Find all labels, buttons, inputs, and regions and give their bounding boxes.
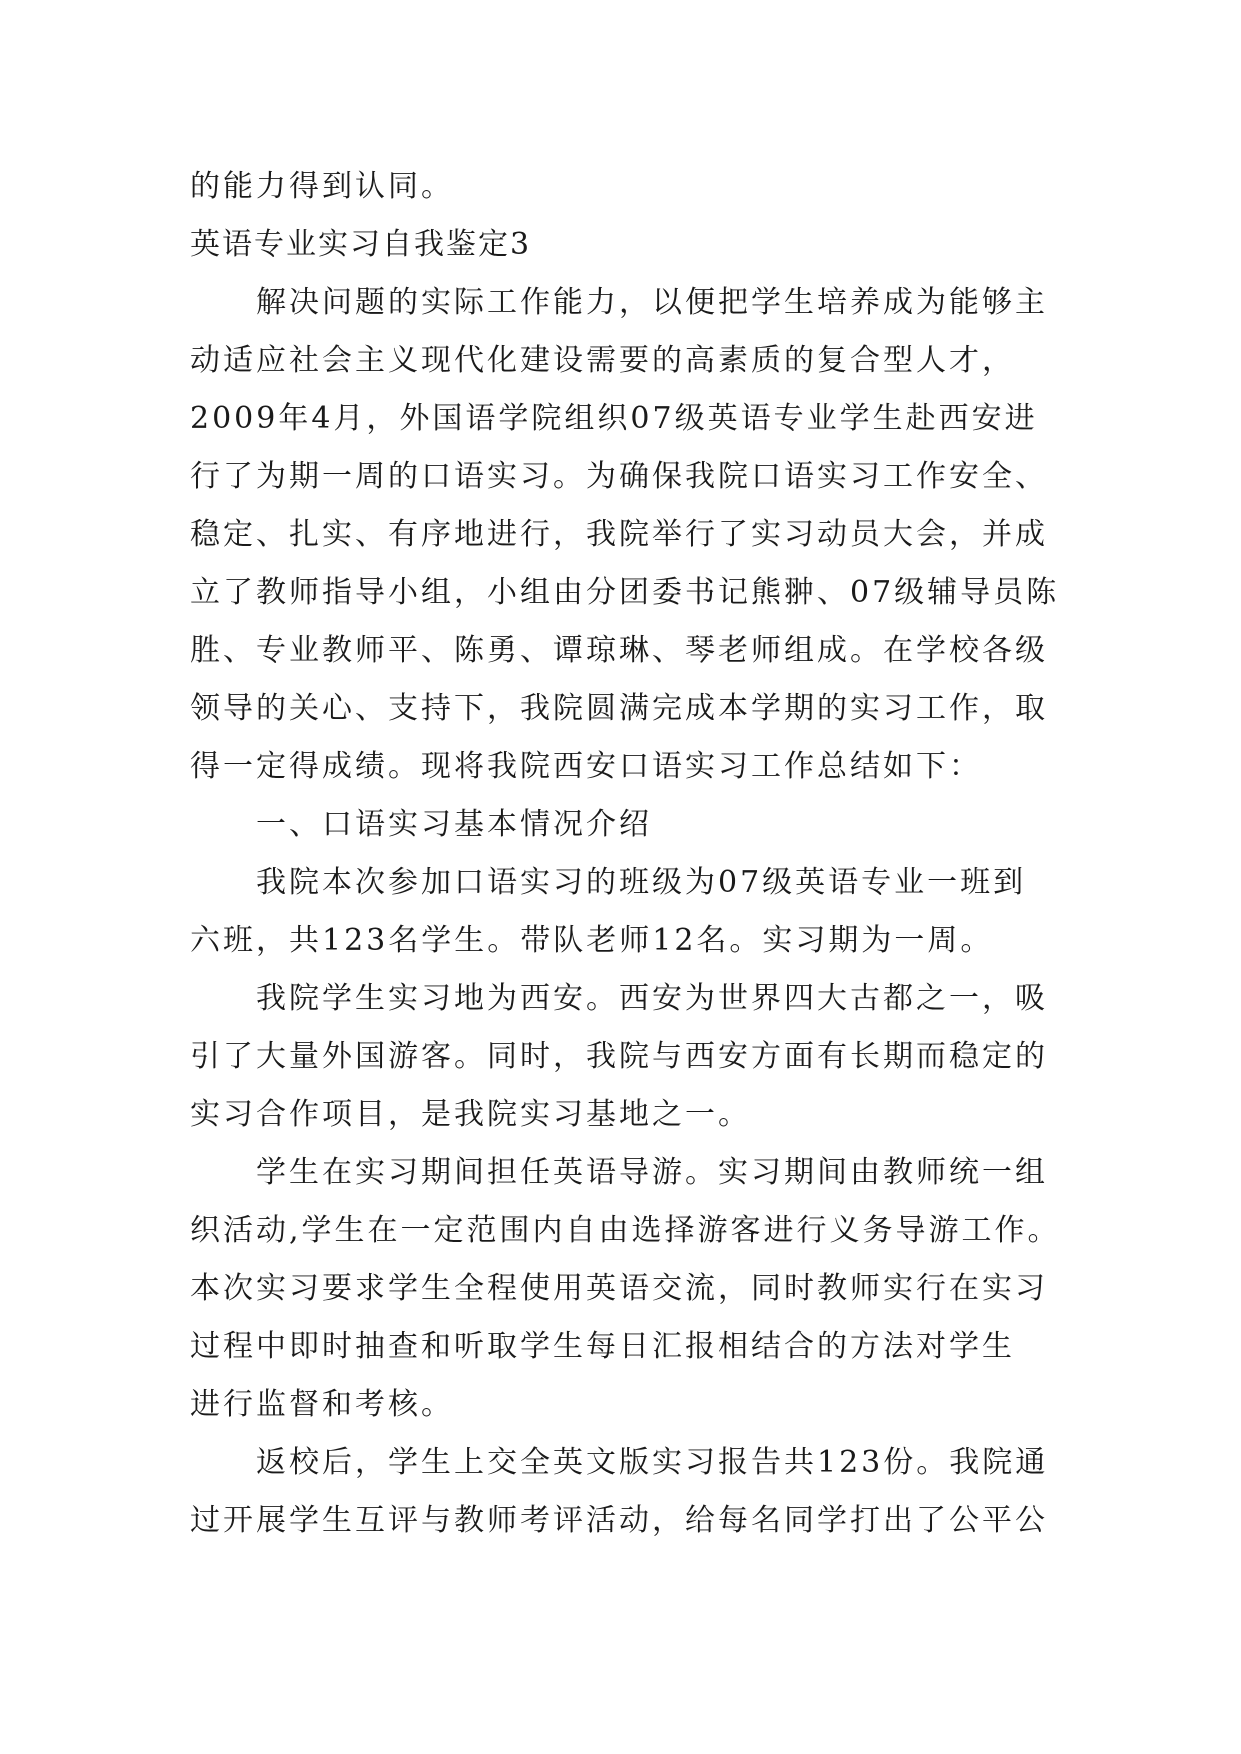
section-title: 英语专业实习自我鉴定3 [190, 227, 532, 262]
text-line: 本次实习要求学生全程使用英语交流，同时教师实行在实习 [190, 1271, 1048, 1306]
text-line: 领导的关心、支持下，我院圆满完成本学期的实习工作，取 [190, 691, 1048, 726]
text-line: 学生在实习期间担任英语导游。实习期间由教师统一组 [190, 1155, 1048, 1190]
text-line: 我院本次参加口语实习的班级为07级英语专业一班到 [190, 865, 1027, 900]
document-body [190, 158, 1070, 1550]
text-line: 织活动,学生在一定范围内自由选择游客进行义务导游工作。 [190, 1213, 1061, 1248]
text-line: 实习合作项目，是我院实习基地之一。 [190, 1097, 751, 1132]
text-line: 稳定、扎实、有序地进行，我院举行了实习动员大会，并成 [190, 517, 1048, 552]
text-line: 行了为期一周的口语实习。为确保我院口语实习工作安全、 [190, 459, 1048, 494]
subheading: 一、口语实习基本情况介绍 [190, 807, 652, 842]
text-line: 过开展学生互评与教师考评活动，给每名同学打出了公平公 [190, 1503, 1048, 1538]
text-line: 胜、专业教师平、陈勇、谭琼琳、琴老师组成。在学校各级 [190, 633, 1048, 668]
text-line: 动适应社会主义现代化建设需要的高素质的复合型人才， [190, 343, 1015, 378]
text-line: 得一定得成绩。现将我院西安口语实习工作总结如下： [190, 749, 982, 784]
text-line: 我院学生实习地为西安。西安为世界四大古都之一，吸 [190, 981, 1048, 1016]
text-line: 过程中即时抽查和听取学生每日汇报相结合的方法对学生 [190, 1329, 1015, 1364]
text-line: 的能力得到认同。 [190, 169, 454, 204]
text-line: 解决问题的实际工作能力，以便把学生培养成为能够主 [190, 285, 1048, 320]
text-line: 引了大量外国游客。同时，我院与西安方面有长期而稳定的 [190, 1039, 1048, 1074]
text-line: 返校后，学生上交全英文版实习报告共123份。我院通 [190, 1445, 1049, 1480]
text-line: 进行监督和考核。 [190, 1387, 454, 1422]
text-line: 2009年4月，外国语学院组织07级英语专业学生赴西安进 [190, 401, 1038, 436]
text-line: 六班，共123名学生。带队老师12名。实习期为一周。 [190, 923, 994, 958]
text-line: 立了教师指导小组，小组由分团委书记熊翀、07级辅导员陈 [190, 575, 1060, 610]
